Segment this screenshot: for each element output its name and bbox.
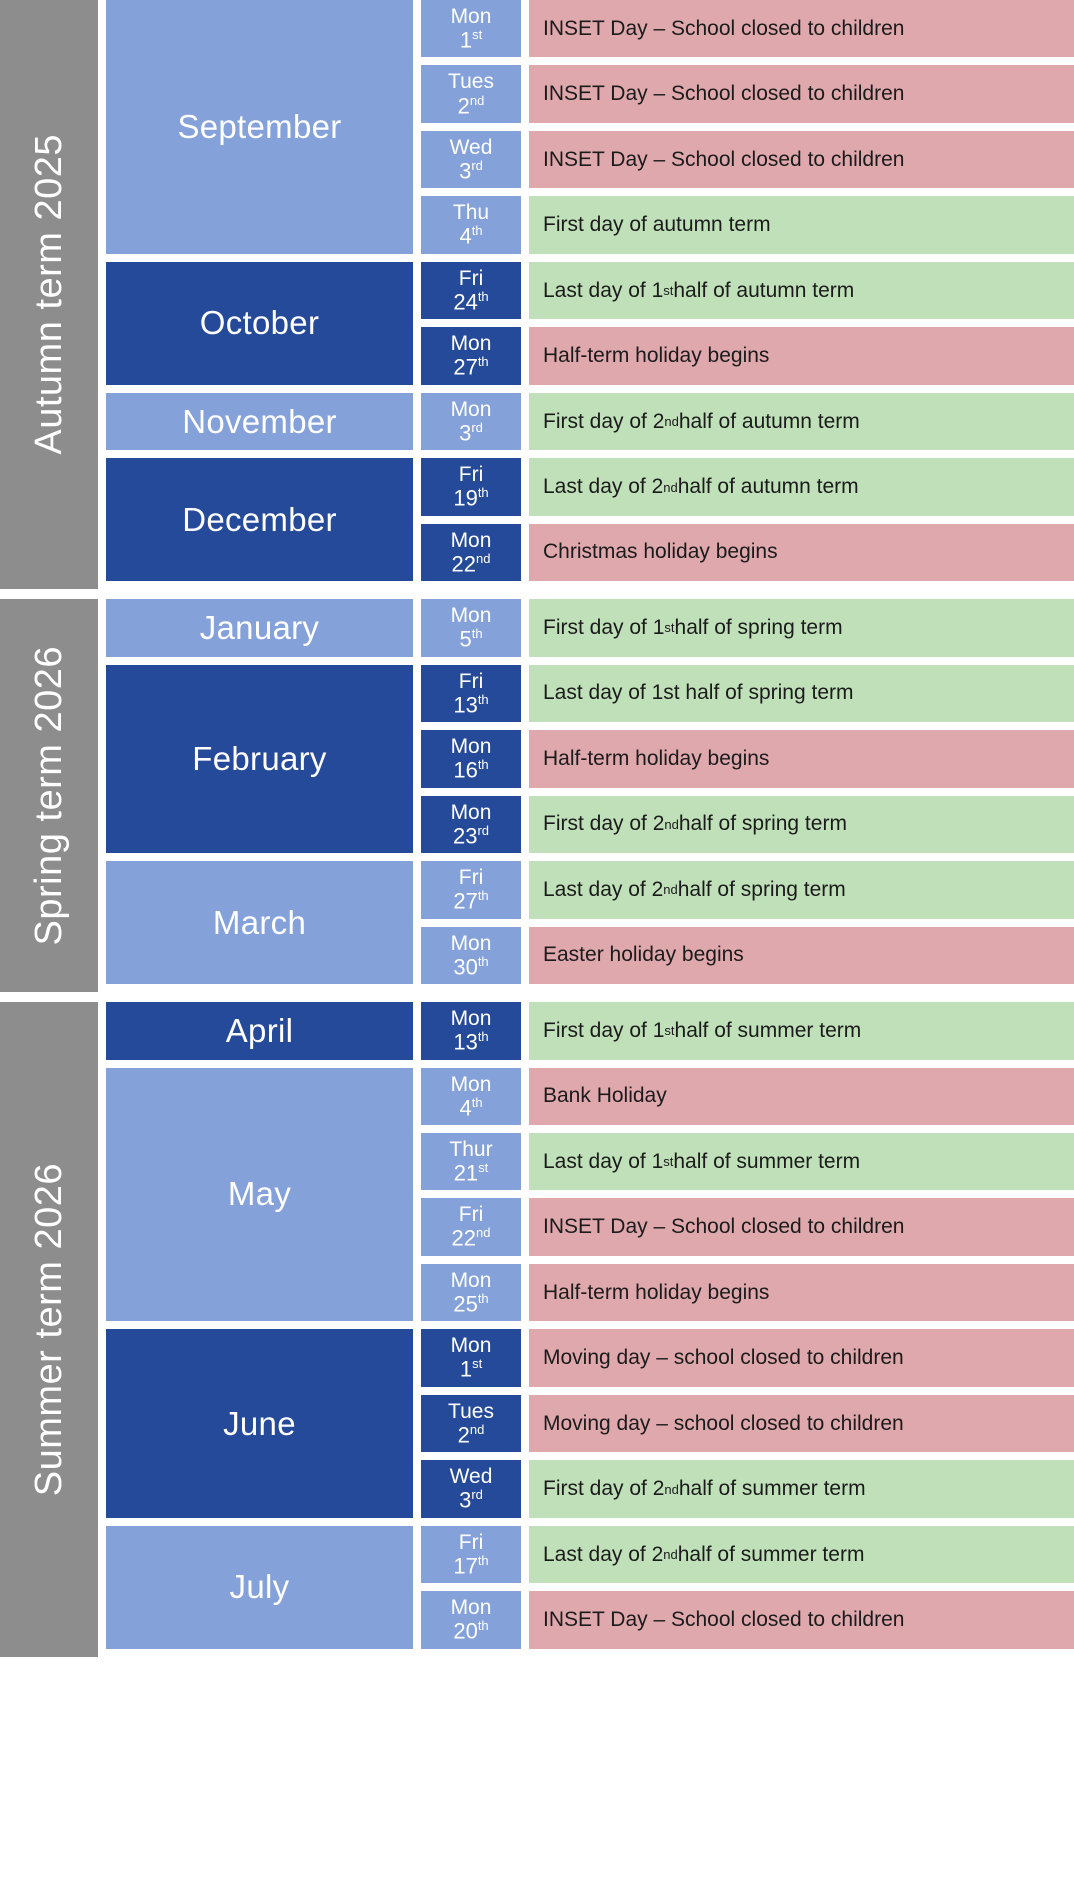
date-number-value: 1 — [459, 1356, 473, 1382]
date-number-value: 2 — [457, 92, 470, 118]
calendar-entry — [421, 599, 1074, 656]
date-weekday: Mon — [450, 1596, 492, 1620]
entry-description-prefix: First day of 2 — [543, 409, 665, 433]
date-number-suffix: st — [472, 27, 483, 43]
month-row — [98, 1002, 1074, 1059]
month-name: July — [106, 1526, 413, 1649]
entry-description-ordinal: nd — [663, 882, 678, 898]
date-cell — [421, 1526, 521, 1583]
date-cell — [421, 1329, 521, 1386]
date-weekday: Thu — [452, 201, 490, 225]
entry-description — [529, 458, 1074, 515]
entry-description — [529, 861, 1074, 918]
calendar-entry — [421, 927, 1074, 984]
month-row — [98, 0, 1074, 254]
entry-description — [529, 1460, 1074, 1517]
month-name: November — [106, 393, 413, 450]
date-number-value: 4 — [459, 223, 472, 249]
month-name: October — [106, 262, 413, 385]
entry-description-ordinal: nd — [664, 816, 679, 832]
date-number-value: 4 — [459, 1094, 472, 1120]
date-number-suffix: th — [477, 1618, 489, 1634]
entry-description-prefix: First day of 1 — [543, 1018, 665, 1042]
entry-description: Moving day – school closed to children — [529, 1395, 1074, 1452]
entry-list — [421, 393, 1074, 450]
entry-description-suffix: half of autumn term — [673, 278, 855, 302]
entry-description: Christmas holiday begins — [529, 524, 1074, 581]
date-weekday: Wed — [449, 135, 493, 159]
entry-description — [529, 1133, 1074, 1190]
date-number-value: 23 — [452, 823, 478, 848]
date-weekday: Mon — [450, 1007, 492, 1031]
date-number — [460, 28, 482, 51]
entry-description-prefix: Last day of 2 — [543, 1542, 664, 1566]
date-number-suffix: th — [477, 691, 489, 707]
date-number-value: 30 — [453, 953, 478, 979]
entry-description-suffix: half of spring term — [678, 812, 847, 836]
date-cell — [421, 861, 521, 918]
date-cell — [421, 1198, 521, 1255]
date-weekday: Mon — [450, 1072, 492, 1096]
calendar-entry — [421, 65, 1074, 122]
term-label-text: Summer term 2026 — [27, 1162, 70, 1496]
month-row — [98, 1329, 1074, 1517]
entry-list — [421, 1329, 1074, 1517]
date-number — [453, 1030, 488, 1053]
calendar-entry — [421, 1133, 1074, 1190]
date-cell — [421, 665, 521, 722]
month-row — [98, 1526, 1074, 1649]
date-weekday: Fri — [458, 463, 484, 487]
date-number-suffix: th — [477, 354, 489, 370]
date-number-value: 22 — [451, 551, 476, 577]
entry-description — [529, 599, 1074, 656]
date-weekday: Mon — [450, 1334, 492, 1358]
date-number-value: 27 — [453, 888, 478, 914]
date-number-suffix: th — [477, 953, 489, 969]
term-block — [0, 599, 1074, 992]
date-number-suffix: nd — [476, 1225, 491, 1241]
date-number-suffix: nd — [469, 92, 485, 108]
calendar-entry — [421, 458, 1074, 515]
entry-description: INSET Day – School closed to children — [529, 1198, 1074, 1255]
entry-list — [421, 262, 1074, 385]
calendar-entry — [421, 131, 1074, 188]
entry-list — [421, 458, 1074, 581]
date-cell — [421, 599, 521, 656]
entry-description-suffix: half of spring term — [674, 615, 843, 639]
term-label-text: Spring term 2026 — [27, 645, 70, 946]
entry-description: First day of autumn term — [529, 196, 1074, 253]
date-number-suffix: th — [471, 223, 483, 239]
date-weekday: Wed — [449, 1465, 493, 1489]
date-weekday: Tues — [448, 1399, 494, 1423]
entry-description-ordinal: nd — [663, 1547, 678, 1563]
calendar-entry — [421, 1526, 1074, 1583]
month-row — [98, 262, 1074, 385]
month-row — [98, 599, 1074, 656]
date-number-suffix: th — [477, 888, 489, 904]
date-cell — [421, 0, 521, 57]
date-number-value: 2 — [457, 1422, 470, 1448]
date-number — [460, 1357, 482, 1380]
date-cell — [421, 1002, 521, 1059]
date-cell — [421, 1264, 521, 1321]
date-weekday: Tues — [448, 70, 494, 94]
entry-description — [529, 393, 1074, 450]
date-number — [452, 1226, 491, 1249]
date-number-value: 13 — [453, 692, 478, 718]
date-number-value: 5 — [459, 626, 472, 652]
entry-description-prefix: First day of 2 — [543, 1477, 665, 1501]
date-weekday: Fri — [458, 266, 484, 290]
month-name: June — [106, 1329, 413, 1517]
date-weekday: Mon — [450, 528, 492, 552]
date-number — [453, 486, 488, 509]
date-number-value: 13 — [453, 1029, 478, 1055]
entry-description-suffix: half of summer term — [677, 1542, 865, 1566]
month-name: September — [106, 0, 413, 254]
entry-description-ordinal: st — [663, 283, 674, 299]
date-weekday: Mon — [450, 931, 492, 955]
entry-list — [421, 1068, 1074, 1322]
entry-description-suffix: half of summer term — [674, 1018, 862, 1042]
date-number-suffix: st — [478, 1160, 489, 1176]
date-cell — [421, 262, 521, 319]
entry-description — [529, 262, 1074, 319]
date-number — [459, 159, 483, 182]
entry-description-prefix: First day of 1 — [543, 615, 665, 639]
entry-description-suffix: half of autumn term — [677, 475, 859, 499]
date-cell — [421, 458, 521, 515]
date-number — [453, 758, 488, 781]
date-number — [453, 889, 488, 912]
date-number — [453, 955, 488, 978]
entry-description-ordinal: st — [663, 1154, 674, 1170]
date-number-suffix: nd — [476, 550, 491, 566]
date-weekday: Mon — [450, 604, 492, 628]
date-number-suffix: st — [472, 1356, 483, 1372]
date-number-suffix: rd — [477, 822, 490, 838]
entry-description: INSET Day – School closed to children — [529, 131, 1074, 188]
date-number-value: 24 — [453, 289, 478, 315]
date-number — [459, 224, 482, 247]
date-number — [452, 552, 491, 575]
calendar-entry — [421, 861, 1074, 918]
date-number-suffix: th — [477, 1552, 489, 1568]
date-weekday: Mon — [450, 397, 492, 421]
date-number — [454, 1161, 489, 1184]
calendar-entry — [421, 196, 1074, 253]
month-row — [98, 393, 1074, 450]
calendar-entry — [421, 796, 1074, 853]
date-cell — [421, 1460, 521, 1517]
date-number-suffix: th — [477, 288, 489, 304]
entry-list — [421, 0, 1074, 254]
calendar-entry — [421, 1264, 1074, 1321]
date-number-value: 1 — [459, 27, 473, 53]
date-number-suffix: rd — [471, 419, 483, 435]
term-label — [0, 1002, 98, 1657]
date-number — [453, 1554, 488, 1577]
date-number — [453, 824, 489, 847]
entry-description-prefix: Last day of 1 — [543, 1149, 664, 1173]
calendar-entry — [421, 1460, 1074, 1517]
entry-description-suffix: half of spring term — [677, 877, 846, 901]
date-number-value: 3 — [459, 420, 472, 446]
term-label-text: Autumn term 2025 — [27, 134, 70, 455]
term-block — [0, 1002, 1074, 1657]
date-number-value: 3 — [459, 158, 472, 184]
date-number-suffix: rd — [471, 1487, 483, 1503]
date-cell — [421, 131, 521, 188]
entry-description: INSET Day – School closed to children — [529, 65, 1074, 122]
date-weekday: Fri — [458, 669, 484, 693]
date-number — [453, 1292, 488, 1315]
month-list — [98, 0, 1074, 589]
term-label — [0, 0, 98, 589]
entry-description-prefix: Last day of 2 — [543, 877, 664, 901]
entry-list — [421, 599, 1074, 656]
date-weekday: Fri — [458, 1203, 484, 1227]
date-cell — [421, 65, 521, 122]
month-name: February — [106, 665, 413, 853]
month-list — [98, 599, 1074, 992]
entry-description-suffix: half of summer term — [673, 1149, 861, 1173]
month-name: March — [106, 861, 413, 984]
date-weekday: Mon — [450, 5, 492, 28]
month-name: January — [106, 599, 413, 656]
date-number-value: 3 — [459, 1487, 472, 1513]
date-number-value: 19 — [453, 485, 478, 511]
entry-list — [421, 1002, 1074, 1059]
date-cell — [421, 327, 521, 384]
date-number-value: 17 — [453, 1553, 478, 1579]
calendar-entry — [421, 1329, 1074, 1386]
month-row — [98, 1068, 1074, 1322]
entry-description: INSET Day – School closed to children — [529, 0, 1074, 57]
date-cell — [421, 1068, 521, 1125]
entry-description-ordinal: st — [664, 1023, 675, 1039]
date-number-value: 25 — [453, 1291, 478, 1317]
date-number-suffix: nd — [469, 1421, 485, 1437]
entry-description — [529, 1002, 1074, 1059]
date-weekday: Thur — [449, 1137, 493, 1161]
month-name: May — [106, 1068, 413, 1322]
term-label — [0, 599, 98, 992]
date-cell — [421, 1133, 521, 1190]
term-separator — [0, 589, 1074, 599]
date-number-suffix: th — [477, 1290, 489, 1306]
calendar-entry — [421, 730, 1074, 787]
date-cell — [421, 796, 521, 853]
entry-description-ordinal: st — [664, 620, 675, 636]
entry-list — [421, 665, 1074, 853]
entry-description-suffix: half of summer term — [678, 1477, 866, 1501]
date-number-suffix: th — [471, 626, 483, 642]
date-cell — [421, 927, 521, 984]
date-weekday: Mon — [450, 332, 492, 356]
date-cell — [421, 730, 521, 787]
date-cell — [421, 393, 521, 450]
calendar-entry — [421, 1068, 1074, 1125]
entry-description: Moving day – school closed to children — [529, 1329, 1074, 1386]
date-number — [453, 1619, 488, 1642]
entry-description: Half-term holiday begins — [529, 327, 1074, 384]
month-list — [98, 1002, 1074, 1657]
date-number-suffix: rd — [471, 157, 483, 173]
date-number — [453, 355, 488, 378]
entry-description-ordinal: nd — [663, 479, 678, 495]
calendar-entry — [421, 0, 1074, 57]
calendar-entry — [421, 1198, 1074, 1255]
date-number-value: 20 — [453, 1618, 478, 1644]
month-name: December — [106, 458, 413, 581]
month-row — [98, 861, 1074, 984]
date-number-value: 27 — [453, 354, 478, 380]
month-row — [98, 458, 1074, 581]
date-number — [458, 1423, 485, 1446]
term-separator — [0, 992, 1074, 1002]
date-number-suffix: th — [477, 1029, 489, 1045]
date-number-value: 16 — [453, 757, 478, 783]
term-block — [0, 0, 1074, 589]
entry-description: Easter holiday begins — [529, 927, 1074, 984]
date-number — [453, 290, 488, 313]
date-cell — [421, 524, 521, 581]
date-number — [459, 1096, 482, 1119]
entry-description: Half-term holiday begins — [529, 730, 1074, 787]
date-number — [459, 1488, 483, 1511]
date-number-value: 21 — [453, 1160, 479, 1186]
entry-description-prefix: Last day of 1 — [543, 278, 664, 302]
entry-list — [421, 861, 1074, 984]
entry-description-ordinal: nd — [664, 1481, 679, 1497]
date-cell — [421, 1395, 521, 1452]
date-number-suffix: th — [477, 485, 489, 501]
month-name: April — [106, 1002, 413, 1059]
date-cell — [421, 196, 521, 253]
date-weekday: Mon — [450, 1268, 492, 1292]
entry-description-prefix: First day of 2 — [543, 812, 665, 836]
entry-description — [529, 796, 1074, 853]
date-number-suffix: th — [477, 757, 489, 773]
date-cell — [421, 1591, 521, 1648]
calendar-entry — [421, 1395, 1074, 1452]
entry-description: Bank Holiday — [529, 1068, 1074, 1125]
date-number-suffix: th — [471, 1094, 483, 1110]
entry-description — [529, 1526, 1074, 1583]
date-number — [458, 94, 485, 117]
date-weekday: Fri — [458, 866, 484, 890]
calendar-entry — [421, 262, 1074, 319]
date-weekday: Mon — [450, 800, 492, 824]
calendar-entry — [421, 393, 1074, 450]
entry-description: INSET Day – School closed to children — [529, 1591, 1074, 1648]
month-row — [98, 665, 1074, 853]
entry-description-suffix: half of autumn term — [678, 409, 860, 433]
calendar-entry — [421, 1002, 1074, 1059]
entry-description-prefix: Last day of 2 — [543, 475, 664, 499]
calendar-entry — [421, 327, 1074, 384]
date-number — [453, 693, 488, 716]
entry-description: Half-term holiday begins — [529, 1264, 1074, 1321]
date-weekday: Mon — [450, 735, 492, 759]
entry-description: Last day of 1st half of spring term — [529, 665, 1074, 722]
calendar-entry — [421, 665, 1074, 722]
entry-description-ordinal: nd — [664, 414, 679, 430]
entry-list — [421, 1526, 1074, 1649]
date-weekday: Fri — [458, 1530, 484, 1554]
calendar-entry — [421, 524, 1074, 581]
calendar-entry — [421, 1591, 1074, 1648]
date-number — [459, 421, 483, 444]
date-number — [459, 627, 482, 650]
date-number-value: 22 — [451, 1225, 476, 1251]
